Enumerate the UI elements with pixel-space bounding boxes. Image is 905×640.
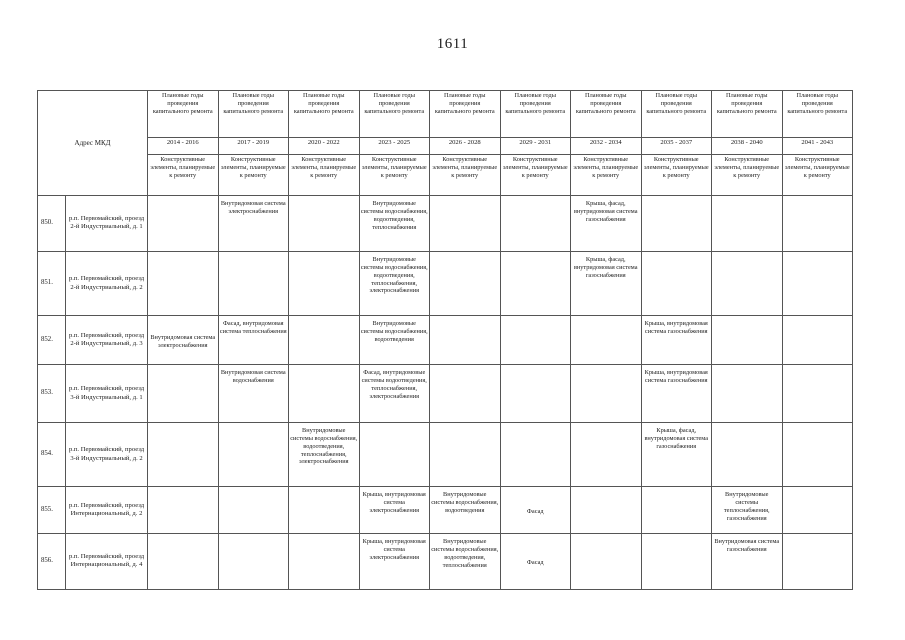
table-body: [38, 196, 853, 590]
repair-cell: [571, 316, 642, 365]
period-years: 2035 - 2037: [641, 138, 712, 155]
row-address: р.п. Первомайский, проезд 2-й Индустриальный, д. 1: [66, 196, 148, 252]
elements-label-header: Конструктивные элементы, планируемые к ремонту: [148, 155, 219, 196]
repair-cell: Крыша, фасад, внутридомовая система газоснабжения: [571, 196, 642, 252]
period-label-header: Плановые годы проведения капитального ремонта: [500, 91, 571, 138]
repair-cell: [289, 251, 360, 315]
period-label-header: Плановые годы проведения капитального ремонта: [218, 91, 289, 138]
repair-cell: [289, 487, 360, 534]
repair-cell: Крыша, фасад, внутридомовая система газоснабжения: [571, 251, 642, 315]
repair-cell: [289, 364, 360, 422]
header-row-elements: [38, 155, 853, 196]
repair-cell: [782, 251, 853, 315]
period-label-header: Плановые годы проведения капитального ремонта: [641, 91, 712, 138]
period-years: 2029 - 2031: [500, 138, 571, 155]
repair-cell: [218, 533, 289, 589]
period-label-header: Плановые годы проведения капитального ремонта: [289, 91, 360, 138]
repair-cell: Внутридомовые системы водоснабжения, водоотведения, теплоснабжения, электроснабжения: [289, 423, 360, 487]
table-row: [38, 364, 853, 422]
period-years: 2020 - 2022: [289, 138, 360, 155]
repair-cell: Крыша, внутридомовая система электроснабжения: [359, 487, 430, 534]
table-row: [38, 196, 853, 252]
row-number: 854.: [38, 423, 66, 487]
header-row-period: [38, 91, 853, 138]
repair-cell: [148, 487, 219, 534]
row-address: р.п. Первомайский, проезд 2-й Индустриальный, д. 3: [66, 316, 148, 365]
repair-cell: Крыша, внутридомовая система газоснабжения: [641, 316, 712, 365]
repair-cell: [782, 533, 853, 589]
row-number: 851.: [38, 251, 66, 315]
table-row: [38, 423, 853, 487]
repair-cell: [641, 487, 712, 534]
elements-label-header: Конструктивные элементы, планируемые к ремонту: [641, 155, 712, 196]
repair-cell: [430, 364, 501, 422]
repair-cell: [218, 423, 289, 487]
period-label-header: Плановые годы проведения капитального ремонта: [148, 91, 219, 138]
repair-cell: [782, 364, 853, 422]
repair-cell: Крыша, фасад, внутридомовая система газоснабжения: [641, 423, 712, 487]
repair-cell: [289, 196, 360, 252]
repair-cell: [218, 251, 289, 315]
address-header: Адрес МКД: [38, 91, 148, 196]
elements-label-header: Конструктивные элементы, планируемые к ремонту: [289, 155, 360, 196]
repair-cell: [782, 423, 853, 487]
period-years: 2017 - 2019: [218, 138, 289, 155]
repair-cell: [712, 251, 783, 315]
repair-cell: [641, 251, 712, 315]
repair-cell: Фасад, внутридомовая система теплоснабжения: [218, 316, 289, 365]
row-number: 853.: [38, 364, 66, 422]
period-label-header: Плановые годы проведения капитального ремонта: [359, 91, 430, 138]
row-address: р.п. Первомайский, проезд Интернациональный, д. 2: [66, 487, 148, 534]
repair-cell: [148, 196, 219, 252]
repair-cell: Внутридомовая система электроснабжения: [148, 316, 219, 365]
repair-cell: Крыша, внутридомовая система газоснабжения: [641, 364, 712, 422]
repair-cell: Крыша, внутридомовая система электроснабжения: [359, 533, 430, 589]
repair-cell: [712, 423, 783, 487]
period-label-header: Плановые годы проведения капитального ремонта: [571, 91, 642, 138]
period-years: 2032 - 2034: [571, 138, 642, 155]
period-label-header: Плановые годы проведения капитального ремонта: [712, 91, 783, 138]
row-number: 856.: [38, 533, 66, 589]
repair-cell: [430, 251, 501, 315]
period-years: 2026 - 2028: [430, 138, 501, 155]
repair-cell: Внутридомовые системы водоснабжения, водоотведения, теплоснабжения, электроснабжения: [359, 251, 430, 315]
table-row: [38, 487, 853, 534]
repair-cell: [571, 423, 642, 487]
repair-cell: [148, 364, 219, 422]
repair-cell: [359, 423, 430, 487]
period-years: 2023 - 2025: [359, 138, 430, 155]
period-label-header: Плановые годы проведения капитального ремонта: [782, 91, 853, 138]
repair-cell: [782, 316, 853, 365]
repair-cell: Внутридомовая система газоснабжения: [712, 533, 783, 589]
row-number: 852.: [38, 316, 66, 365]
repair-cell: Внутридомовые системы водоснабжения, водоотведения: [430, 487, 501, 534]
repair-cell: [430, 423, 501, 487]
row-number: 850.: [38, 196, 66, 252]
repair-cell: [430, 196, 501, 252]
repair-cell: [571, 533, 642, 589]
row-number: 855.: [38, 487, 66, 534]
header-row-years: [38, 138, 853, 155]
repair-cell: Внутридомовая система электроснабжения: [218, 196, 289, 252]
repair-cell: [500, 251, 571, 315]
repair-cell: Внутридомовая система водоснабжения: [218, 364, 289, 422]
repair-cell: [289, 533, 360, 589]
repair-cell: [641, 533, 712, 589]
repair-cell: [148, 423, 219, 487]
table-row: [38, 316, 853, 365]
repair-cell: Внутридомовые системы водоснабжения, водоотведения, теплоснабжения: [430, 533, 501, 589]
repair-cell: [712, 196, 783, 252]
repair-cell: Фасад: [500, 533, 571, 589]
elements-label-header: Конструктивные элементы, планируемые к ремонту: [500, 155, 571, 196]
table-row: [38, 251, 853, 315]
repair-cell: [500, 423, 571, 487]
elements-label-header: Конструктивные элементы, планируемые к ремонту: [218, 155, 289, 196]
page-number: 1611: [436, 36, 469, 52]
repair-cell: [289, 316, 360, 365]
repair-cell: Фасад: [500, 487, 571, 534]
row-address: р.п. Первомайский, проезд 3-й Индустриальный, д. 1: [66, 364, 148, 422]
repair-cell: Внутридомовые системы водоснабжения, водоотведения, теплоснабжения: [359, 196, 430, 252]
elements-label-header: Конструктивные элементы, планируемые к ремонту: [430, 155, 501, 196]
repair-cell: Фасад, внутридомовые системы водоотведения, теплоснабжения, электроснабжения: [359, 364, 430, 422]
row-address: р.п. Первомайский, проезд Интернациональный, д. 4: [66, 533, 148, 589]
repair-cell: Внутридомовые системы водоснабжения, водоотведения: [359, 316, 430, 365]
repair-cell: [430, 316, 501, 365]
repair-cell: [500, 196, 571, 252]
repair-cell: [571, 364, 642, 422]
elements-label-header: Конструктивные элементы, планируемые к ремонту: [712, 155, 783, 196]
row-address: р.п. Первомайский, проезд 2-й Индустриальный, д. 2: [66, 251, 148, 315]
elements-label-header: Конструктивные элементы, планируемые к ремонту: [782, 155, 853, 196]
repair-cell: [218, 487, 289, 534]
repair-cell: [500, 364, 571, 422]
repair-cell: [712, 364, 783, 422]
repair-cell: [782, 196, 853, 252]
period-years: 2038 - 2040: [712, 138, 783, 155]
repair-cell: [148, 533, 219, 589]
elements-label-header: Конструктивные элементы, планируемые к ремонту: [359, 155, 430, 196]
row-address: р.п. Первомайский, проезд 3-й Индустриальный, д. 2: [66, 423, 148, 487]
repair-cell: [712, 316, 783, 365]
repair-cell: [782, 487, 853, 534]
capital-repair-plan-table: [37, 90, 853, 590]
period-years: 2041 - 2043: [782, 138, 853, 155]
repair-cell: [641, 196, 712, 252]
period-label-header: Плановые годы проведения капитального ремонта: [430, 91, 501, 138]
elements-label-header: Конструктивные элементы, планируемые к ремонту: [571, 155, 642, 196]
repair-cell: Внутридомовые системы теплоснабжения, газоснабжения: [712, 487, 783, 534]
repair-cell: [500, 316, 571, 365]
repair-cell: [148, 251, 219, 315]
repair-cell: [571, 487, 642, 534]
period-years: 2014 - 2016: [148, 138, 219, 155]
table-row: [38, 533, 853, 589]
